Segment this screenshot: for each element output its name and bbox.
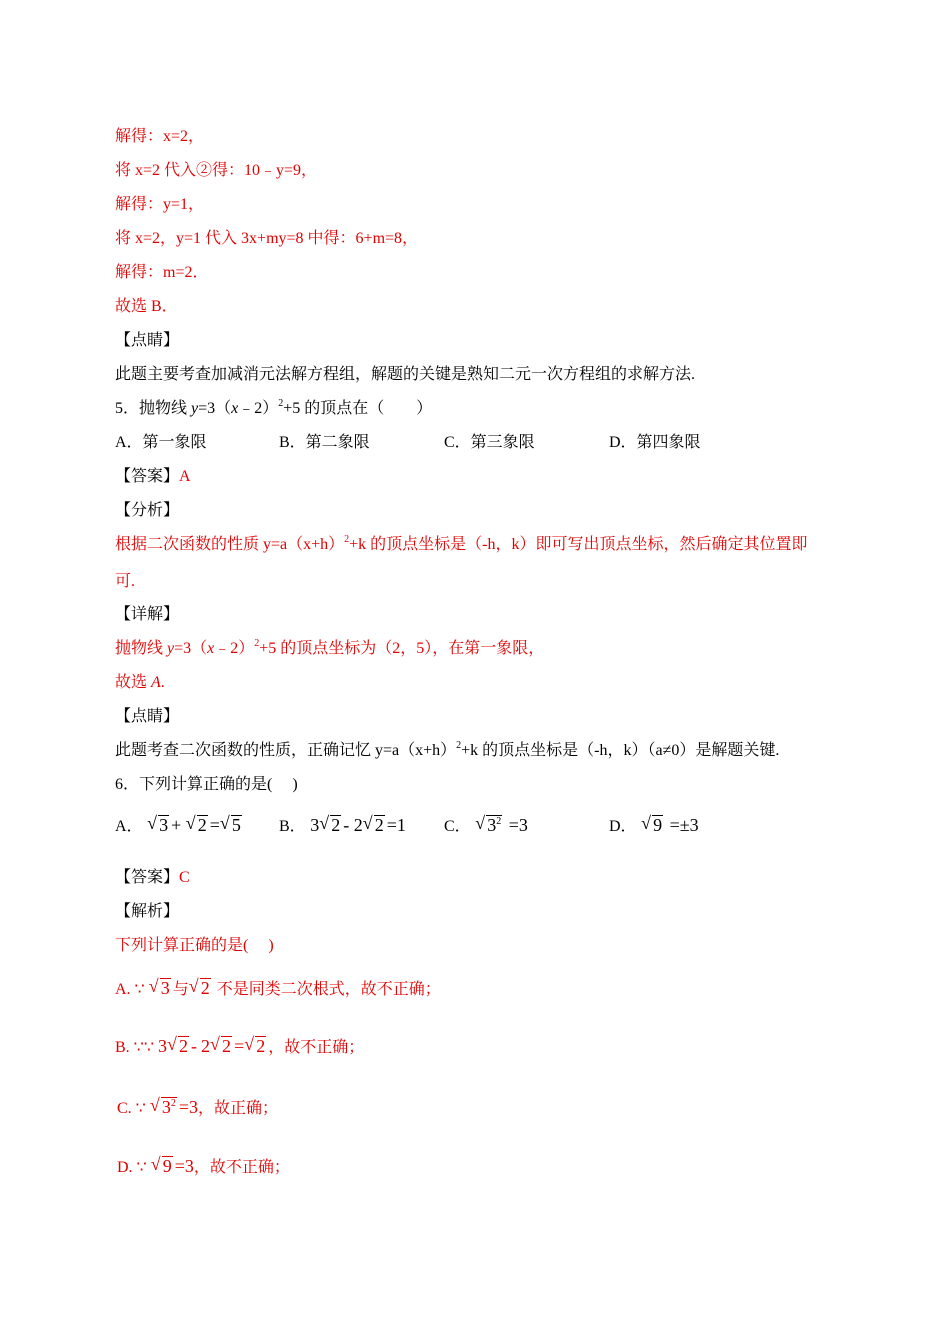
q6-stem: 6．下列计算正确的是( ) <box>115 776 298 793</box>
substitute-xy-line: 将 x=2，y=1 代入 3x+my=8 中得：6+m=8， <box>115 230 419 247</box>
q5-option-a: A．第一象限 <box>115 434 207 451</box>
q5-analysis-text: 根据二次函数的性质 $y=a(x+h)^2+k$ 的顶点坐标是（-h，k）即可写出顶点坐标，然后确定其位置即 <box>115 534 808 553</box>
q5-analysis-text-cont: 可. <box>115 573 136 590</box>
solve-x-line: 解得：x=2， <box>115 128 205 145</box>
solve-m-line: 解得：m=2． <box>115 264 209 281</box>
choose-b-line: 故选 B． <box>115 298 178 315</box>
point-text-q4: 此题主要考查加减消元法解方程组，解题的关键是熟知二元一次方程组的求解方法. <box>115 366 696 383</box>
substitute-x-line: 将 x=2 代入②得：10﹣y=9， <box>115 162 318 179</box>
q5-detail-label: 【详解】 <box>115 606 180 623</box>
q6-solution-a: A. ∵ √ 3 与 √ 2 不是同类二次根式，故不正确； <box>115 976 441 998</box>
q5-detail-text: 抛物线 y=3（x﹣2）$^2$+5 的顶点坐标为（2，5），在第一象限， <box>115 638 545 657</box>
solve-y-line: 解得：y=1， <box>115 196 205 213</box>
q5-point-label: 【点睛】 <box>115 708 180 725</box>
q6-option-c: C． √ $3^2 =3$ <box>444 815 528 838</box>
q6-solution-d: D. ∵ √ 9 =3，故不正确； <box>117 1154 290 1176</box>
q5-answer: 【答案】A <box>115 468 191 485</box>
q5-option-c: C．第三象限 <box>444 434 535 451</box>
q6-solution-c: C. ∵ √ $3^2 =3$，故正确； <box>117 1097 278 1120</box>
q6-analysis-label: 【解析】 <box>115 903 180 920</box>
q5-option-b: B．第二象限 <box>279 434 370 451</box>
q6-solution-b: B. ∵∵ 3 √ 2 - 2 √ 2 = √ 2 ，故不正确； <box>115 1034 365 1056</box>
point-label-q4: 【点睛】 <box>115 332 180 349</box>
q5-analysis-label: 【分析】 <box>115 502 180 519</box>
q5-detail-choice: 故选 A. <box>115 674 165 691</box>
q6-answer: 【答案】C <box>115 869 190 886</box>
q6-option-a: A． √ 3 + √ 2 = √ 5 <box>115 813 241 835</box>
sqrt-5: √ 5 <box>219 813 241 835</box>
q6-option-b: B． 3 √ 2 - 2 √ 2 =1 <box>279 813 406 835</box>
q6-option-d: D． √ 9 =±3 <box>609 813 699 835</box>
q5-stem: 5．抛物线 y=3（x﹣2）$^2$+5 的顶点在（ ） <box>115 398 433 417</box>
sqrt-2: √ 2 <box>185 813 207 835</box>
q6-restate: 下列计算正确的是( ) <box>115 937 274 954</box>
q5-option-d: D．第四象限 <box>609 434 701 451</box>
q5-point-text: 此题考查二次函数的性质，正确记忆 $y=a(x+h)^2+k$ 的顶点坐标是（-h，k）（a≠0）是解题关键. <box>115 740 780 759</box>
sqrt-3: √ 3 <box>147 813 169 835</box>
